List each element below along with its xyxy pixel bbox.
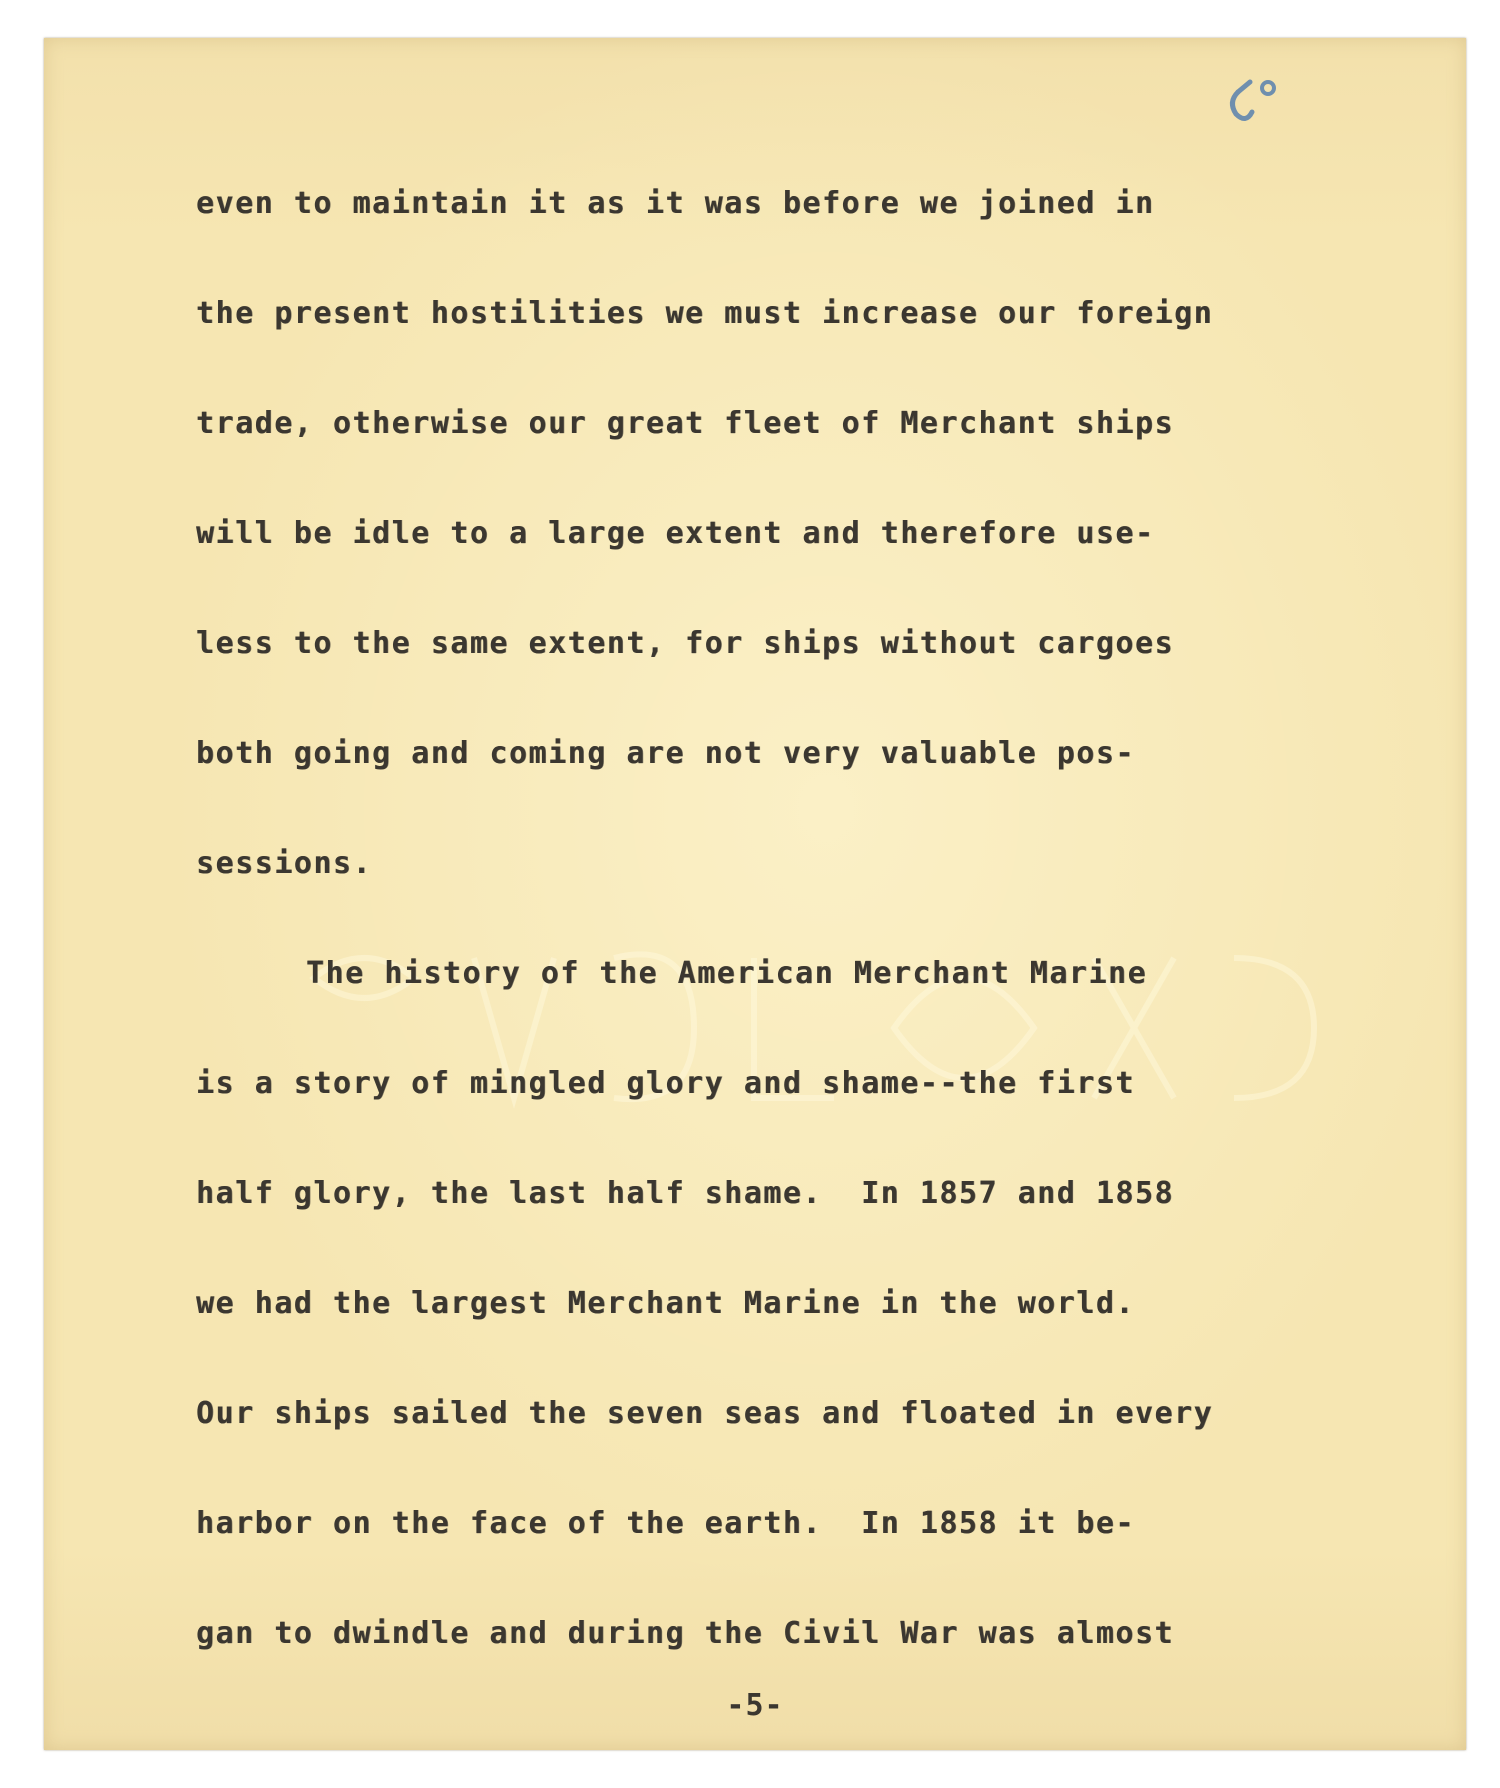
text-line: harbor on the face of the earth. In 1858 it be- bbox=[196, 1506, 1135, 1541]
text-line: both going and coming are not very valuable pos- bbox=[196, 736, 1135, 771]
text-line: sessions. bbox=[196, 846, 373, 881]
page-number: -5- bbox=[726, 1688, 784, 1723]
typed-text-body bbox=[196, 186, 1396, 1726]
document-page bbox=[44, 38, 1466, 1750]
text-line: is a story of mingled glory and shame--the first bbox=[196, 1066, 1135, 1101]
text-line: half glory, the last half shame. In 1857 and 1858 bbox=[196, 1176, 1175, 1211]
text-line: gan to dwindle and during the Civil War was almost bbox=[196, 1616, 1175, 1651]
text-line: the present hostilities we must increase our foreign bbox=[196, 296, 1214, 331]
text-line: we had the largest Merchant Marine in the world. bbox=[196, 1286, 1135, 1321]
text-line: will be idle to a large extent and therefore use- bbox=[196, 516, 1155, 551]
text-line: less to the same extent, for ships without cargoes bbox=[196, 626, 1175, 661]
pencil-annotation bbox=[1216, 62, 1286, 132]
paragraph-start-line: The history of the American Merchant Marine bbox=[306, 956, 1148, 991]
text-line: trade, otherwise our great fleet of Merchant ships bbox=[196, 406, 1175, 441]
text-line: Our ships sailed the seven seas and floated in every bbox=[196, 1396, 1214, 1431]
text-line: even to maintain it as it was before we joined in bbox=[196, 186, 1155, 221]
